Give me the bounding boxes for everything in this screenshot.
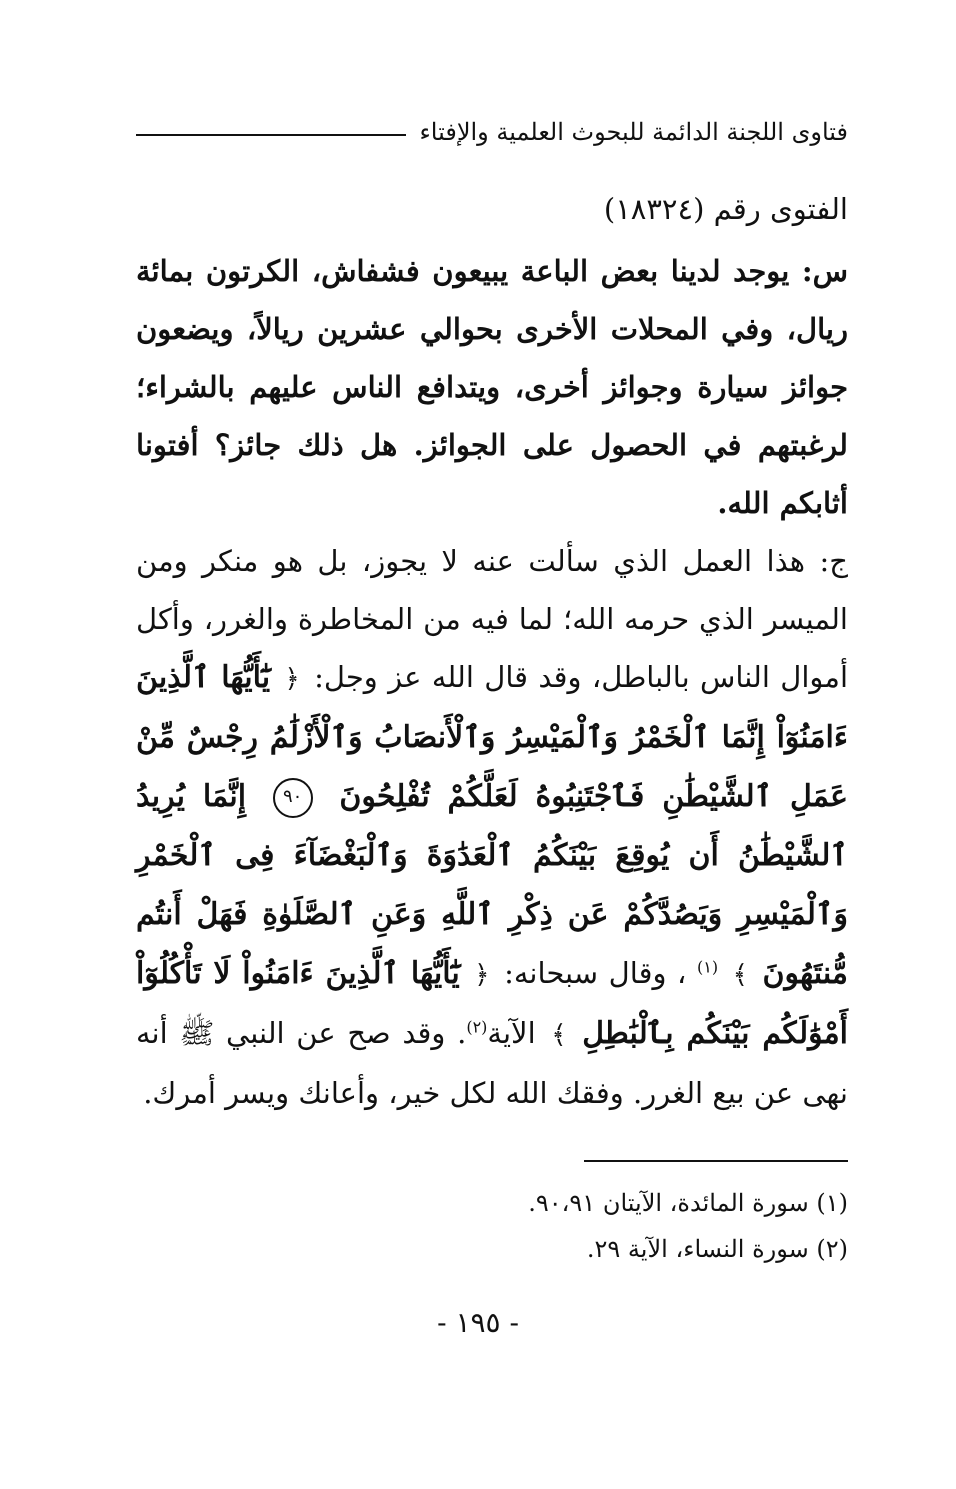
quran-open-ornament-2: ﴿: [474, 960, 490, 990]
footnote-ref-1[interactable]: (١): [696, 957, 719, 977]
fatwa-number: الفتوى رقم (١٨٣٢٤): [603, 192, 848, 226]
answer-text-4: . وقد صح عن النبي ﷺ أنه نهى عن بيع الغرر. وفقك الله لكل خير، وأعانك ويسر أمرك.: [136, 1016, 848, 1110]
quran-close-ornament-2: ﴾: [551, 1020, 567, 1050]
fatwa-content: [136, 180, 848, 1122]
quran-verse-maidah-91: إِنَّمَا يُرِيدُ ٱلشَّيْطَٰنُ أَن يُوقِعَ بَيْنَكُمُ ٱلْعَدَٰوَةَ وَٱلْبَغْضَآءَ فِى ٱلْخَمْرِ وَٱلْمَيْسِرِ وَيَصُدَّكُمْ عَن ذِكْرِ ٱللَّهِ وَعَنِ ٱلصَّلَوٰةِ فَهَلْ أَنتُم مُّنتَهُونَ: [136, 779, 848, 991]
quran-open-ornament: ﴿: [284, 664, 300, 694]
running-header: [136, 112, 848, 152]
footnote-2: (٢) سورة النساء، الآية ٢٩.: [586, 1235, 848, 1263]
footnote-1: (١) سورة المائدة، الآيتان ٩٠،٩١.: [528, 1189, 848, 1217]
quran-verse-maidah-90: يَٰٓأَيُّهَا ٱلَّذِينَ ءَامَنُوٓاْ إِنَّمَا ٱلْخَمْرُ وَٱلْمَيْسِرُ وَٱلْأَنصَابُ وَٱلْأَزْلَٰمُ رِجْسٌ مِّنْ عَمَلِ ٱلشَّيْطَٰنِ فَٱجْتَنِبُوهُ لَعَلَّكُمْ تُفْلِحُونَ: [136, 660, 848, 814]
verse-number-mark: ٩٠: [273, 778, 313, 818]
footnotes: [136, 1180, 848, 1272]
header-rule: [136, 134, 406, 136]
footnote-rule: [584, 1160, 848, 1162]
answer-text-1: ج: هذا العمل الذي سألت عنه لا يجوز، بل هو منكر ومن الميسر الذي حرمه الله؛ لما فيه من المخاطرة والغرر، وأكل أموال الناس بالباطل، وقد قال الله عز وجل:: [136, 544, 848, 694]
answer-text-2: ، وقال سبحانه:: [504, 956, 687, 990]
quran-close-ornament: ﴾: [732, 960, 748, 990]
page-number: - ١٩٥ -: [437, 1306, 519, 1339]
answer-text-3: الآية: [487, 1016, 536, 1050]
footnote-ref-2[interactable]: (٢): [466, 1017, 488, 1037]
fatwa-answer: [136, 532, 848, 1122]
running-title: فتاوى اللجنة الدائمة للبحوث العلمية والإفتاء: [419, 118, 848, 146]
quran-verse-nisa-29: يَٰٓأَيُّهَا ٱلَّذِينَ ءَامَنُواْ لَا تَأْكُلُوٓاْ أَمْوَٰلَكُم بَيْنَكُم بِٱلْبَٰطِلِ: [136, 956, 849, 1051]
fatwa-question: س: يوجد لدينا بعض الباعة يبيعون فشفاش، الكرتون بمائة ريال، وفي المحلات الأخرى بحوالي عشرين ريالاً، ويضعون جوائز سيارة وجوائز أخرى، ويتدافع الناس عليهم بالشراء؛ لرغبتهم في الحصول على الجوائز. هل ذلك جائز؟ أفتونا أثابكم الله.: [136, 254, 848, 520]
